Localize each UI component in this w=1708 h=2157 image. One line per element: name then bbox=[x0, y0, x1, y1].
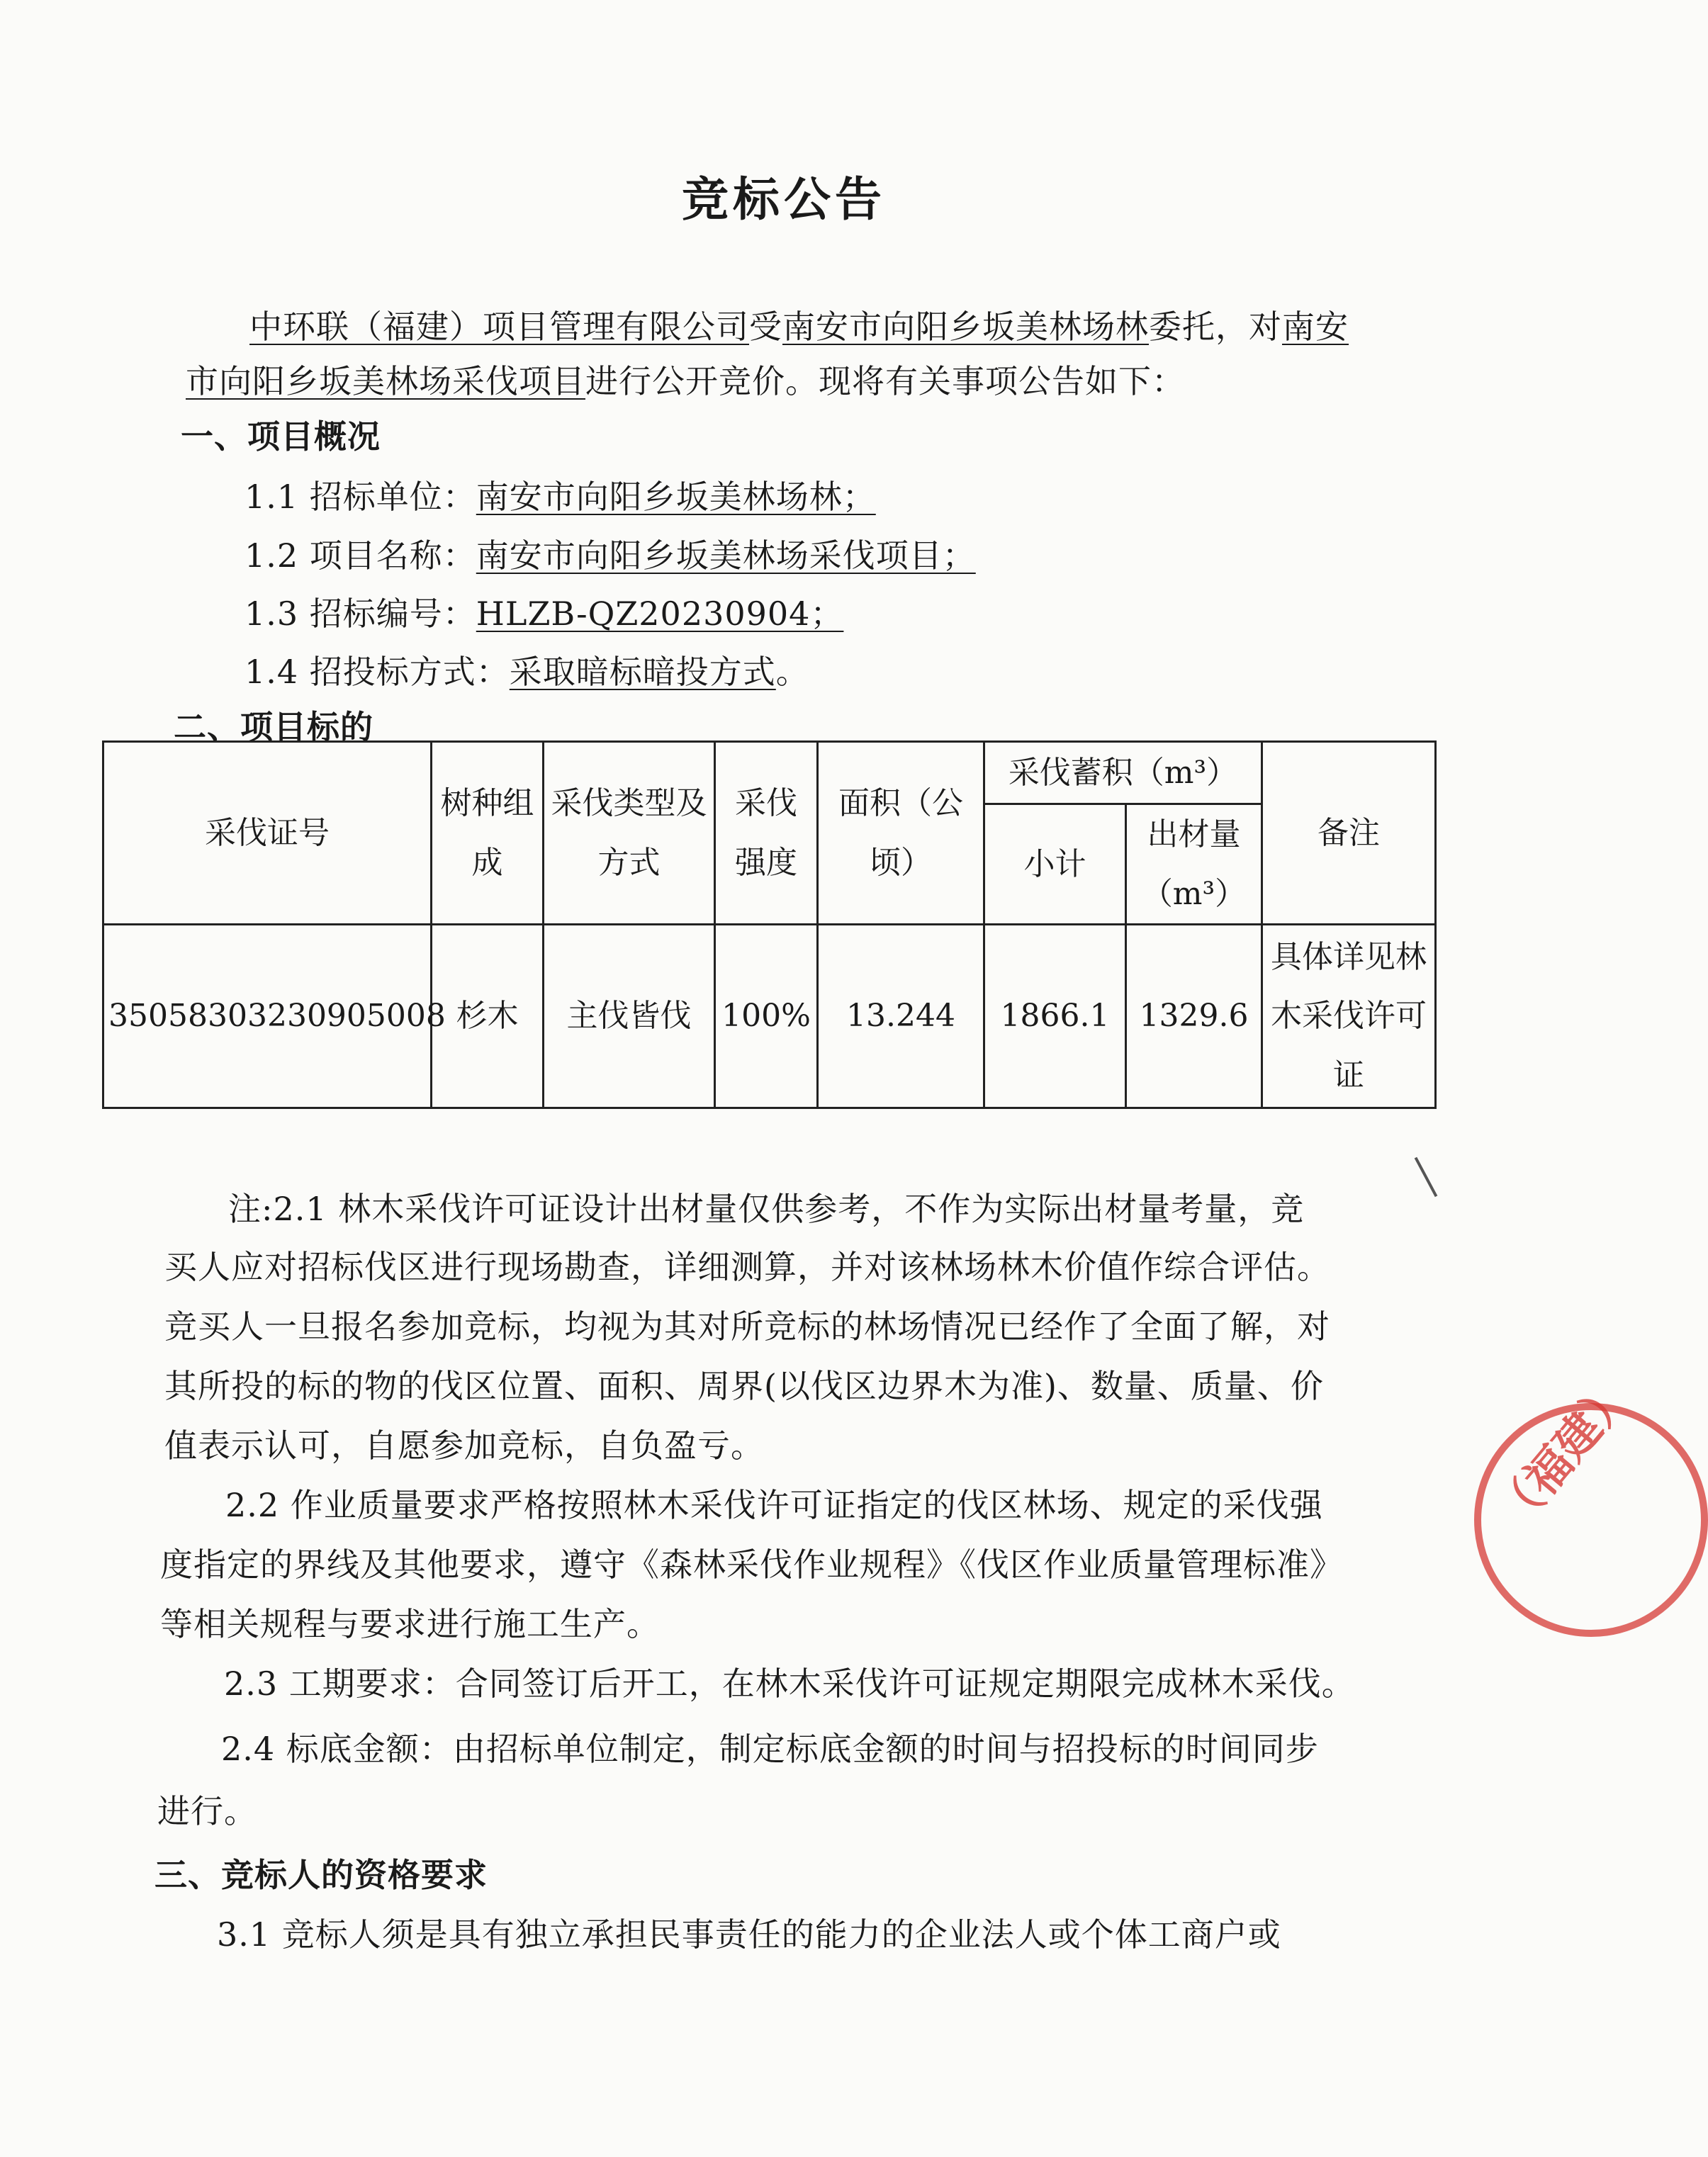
header-species: 树种组成 bbox=[432, 742, 544, 925]
company-seal bbox=[1474, 1367, 1708, 1637]
item-label: 1.3 招标编号： bbox=[245, 595, 476, 633]
seal-text: （福建） bbox=[1485, 1367, 1643, 1541]
item-value: 采取暗标暗投方式 bbox=[509, 653, 776, 691]
header-output: 出材量（m³） bbox=[1126, 804, 1262, 925]
cell-species: 杉木 bbox=[432, 925, 544, 1108]
section-1-heading: 一、项目概况 bbox=[181, 417, 381, 456]
item-suffix: 。 bbox=[775, 653, 809, 691]
header-volume-group: 采伐蓄积（m³） bbox=[984, 742, 1262, 804]
note-2-1-line: 值表示认可，自愿参加竞标，自负盈亏。 bbox=[164, 1426, 764, 1465]
header-remark: 备注 bbox=[1262, 742, 1436, 925]
pen-mark bbox=[1415, 1157, 1438, 1198]
overview-item-3 bbox=[245, 588, 843, 635]
header-subtotal: 小计 bbox=[984, 804, 1126, 925]
header-cut-type: 采伐类型及方式 bbox=[544, 742, 715, 925]
section-2-heading: 二、项目标的 bbox=[174, 708, 373, 746]
intro-line-1 bbox=[249, 301, 1349, 348]
note-2-1-line: 其所投的标的物的伐区位置、面积、周界(以伐区边界木为准)、数量、质量、价 bbox=[164, 1367, 1324, 1405]
note-2-1-line: 买人应对招标伐区进行现场勘查，详细测算，并对该林场林木价值作综合评估。 bbox=[164, 1248, 1330, 1286]
intro-line-2 bbox=[186, 356, 1185, 402]
item-value: HLZB-QZ20230904； bbox=[476, 595, 844, 633]
note-2-4-line: 2.4 标底金额：由招标单位制定，制定标底金额的时间与招投标的时间同步 bbox=[221, 1730, 1319, 1768]
requirement-3-1: 3.1 竞标人须是具有独立承担民事责任的能力的企业法人或个体工商户或 bbox=[217, 1915, 1281, 1954]
item-label: 1.2 项目名称： bbox=[245, 536, 476, 575]
table-row bbox=[103, 925, 1436, 1108]
cell-intensity: 100% bbox=[715, 925, 818, 1108]
cell-cut-type: 主伐皆伐 bbox=[544, 925, 715, 1108]
item-value: 南安市向阳乡坂美林场采伐项目； bbox=[476, 536, 976, 575]
intro-text: 进行公开竞价。现将有关事项公告如下： bbox=[585, 362, 1185, 400]
note-2-1-line: 竞买人一旦报名参加竞标，均视为其对所竞标的林场情况已经作了全面了解，对 bbox=[164, 1307, 1330, 1346]
intro-text: 委托，对 bbox=[1149, 308, 1282, 346]
overview-item-2 bbox=[245, 530, 976, 577]
logging-target-table bbox=[102, 740, 1437, 1109]
item-label: 1.4 招投标方式： bbox=[245, 653, 510, 691]
cell-output: 1329.6 bbox=[1126, 925, 1262, 1108]
item-value: 南安市向阳乡坂美林场林； bbox=[476, 478, 876, 516]
note-2-2-line: 度指定的界线及其他要求，遵守《森林采伐作业规程》《伐区作业质量管理标准》 bbox=[160, 1545, 1343, 1584]
note-2-3: 2.3 工期要求：合同签订后开工，在林木采伐许可证规定期限完成林木采伐。 bbox=[224, 1665, 1355, 1703]
cell-remark: 具体详见林木采伐许可证 bbox=[1262, 925, 1436, 1108]
cell-permit-no: 35058303230905008 bbox=[103, 925, 432, 1108]
client-name: 南安市向阳乡坂美林场林 bbox=[782, 308, 1149, 346]
note-2-2-line: 等相关规程与要求进行施工生产。 bbox=[160, 1605, 660, 1643]
agency-name: 中环联（福建）项目管理有限公司 bbox=[249, 308, 749, 346]
note-2-4-line: 进行。 bbox=[157, 1792, 257, 1830]
item-label: 1.1 招标单位： bbox=[245, 478, 476, 516]
document-title: 竞标公告 bbox=[682, 171, 886, 227]
header-intensity: 采伐强度 bbox=[715, 742, 818, 925]
note-2-2-line: 2.2 作业质量要求严格按照林木采伐许可证指定的伐区林场、规定的采伐强 bbox=[225, 1486, 1323, 1524]
overview-item-1 bbox=[245, 471, 876, 518]
header-area: 面积（公顷） bbox=[818, 742, 984, 925]
section-3-heading: 三、竞标人的资格要求 bbox=[154, 1856, 488, 1894]
project-name-part: 市向阳乡坂美林场采伐项目 bbox=[186, 362, 585, 400]
header-permit-no: 采伐证号 bbox=[103, 742, 432, 925]
cell-subtotal: 1866.1 bbox=[984, 925, 1126, 1108]
note-2-1-line: 注:2.1 林木采伐许可证设计出材量仅供参考，不作为实际出材量考量，竞 bbox=[228, 1190, 1305, 1228]
intro-text: 受 bbox=[749, 308, 782, 346]
cell-area: 13.244 bbox=[818, 925, 984, 1108]
overview-item-4 bbox=[245, 646, 809, 693]
project-name-part: 南安 bbox=[1282, 308, 1349, 346]
